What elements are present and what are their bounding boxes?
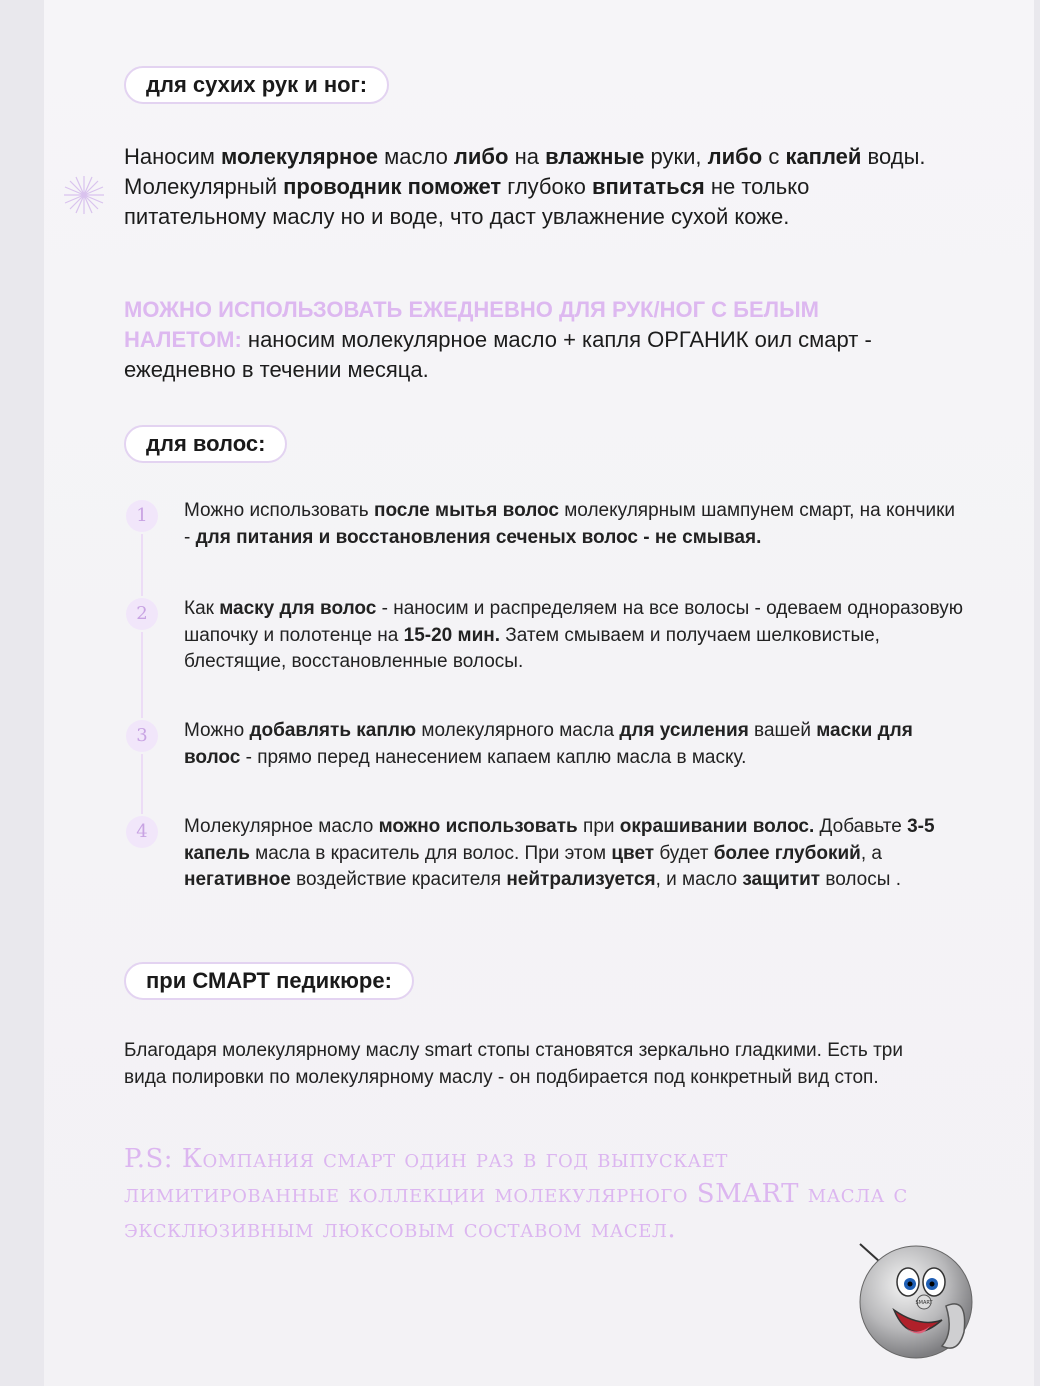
daily-use-paragraph: МОЖНО ИСПОЛЬЗОВАТЬ ЕЖЕДНЕВНО ДЛЯ РУК/НОГ С БЕЛЫМ НАЛЕТОМ: наносим молекулярное масло + капля ОРГАНИК оил смарт - ежедневно в течении месяца. xyxy=(124,297,872,382)
dry-skin-paragraph: Наносим молекулярное масло либо на влажные руки, либо с каплей воды. Молекулярный проводник поможет глубоко впитаться не только питательному маслу но и воде, что даст увлажнение сухой коже. xyxy=(124,144,926,229)
step-number: 4 xyxy=(126,816,158,848)
ps-note: P.S: Компания смарт один раз в год выпускает лимитированные коллекции молекулярного SMART масла с эксклюзивным люксовым составом масел. xyxy=(124,1144,908,1244)
sparkle-icon xyxy=(62,175,106,215)
smart-mascot-illustration xyxy=(850,1236,980,1361)
list-item: 2 Как маску для волос - наносим и распределяем на все волосы - одеваем одноразовую шапочку и полотенце на 15-20 мин. Затем смываем и получаем шелковистые, блестящие, восстановленные волосы. xyxy=(124,596,964,718)
step-number: 1 xyxy=(126,500,158,532)
section-title-pedicure: при СМАРТ педикюре: xyxy=(124,962,414,1000)
section-title-dry-skin: для сухих рук и ног: xyxy=(124,66,389,104)
list-item: 4 Молекулярное масло можно использовать при окрашивании волос. Добавьте 3-5 капель масла в краситель для волос. При этом цвет будет более глубокий, а негативное воздействие красителя нейтрализуется, и масло защитит волосы . xyxy=(124,814,964,894)
step-number: 2 xyxy=(126,598,158,630)
section-title-hair: для волос: xyxy=(124,425,287,463)
step-connector xyxy=(141,754,143,814)
hair-steps-list xyxy=(124,498,964,894)
list-item: 3 Можно добавлять каплю молекулярного масла для усиления вашей маски для волос - прямо перед нанесением капаем каплю масла в маску. xyxy=(124,718,964,814)
step-connector xyxy=(141,632,143,718)
step-connector xyxy=(141,534,143,596)
pedicure-paragraph: Благодаря молекулярному маслу smart стопы становятся зеркально гладкими. Есть три вида полировки по молекулярному маслу - он подбирается под конкретный вид стоп. xyxy=(124,1040,903,1088)
list-item: 1 Можно использовать после мытья волос молекулярным шампунем смарт, на кончики - для питания и восстановления сеченых волос - не смывая. xyxy=(124,498,964,596)
mascot-label: SMART xyxy=(915,1300,933,1306)
step-number: 3 xyxy=(126,720,158,752)
